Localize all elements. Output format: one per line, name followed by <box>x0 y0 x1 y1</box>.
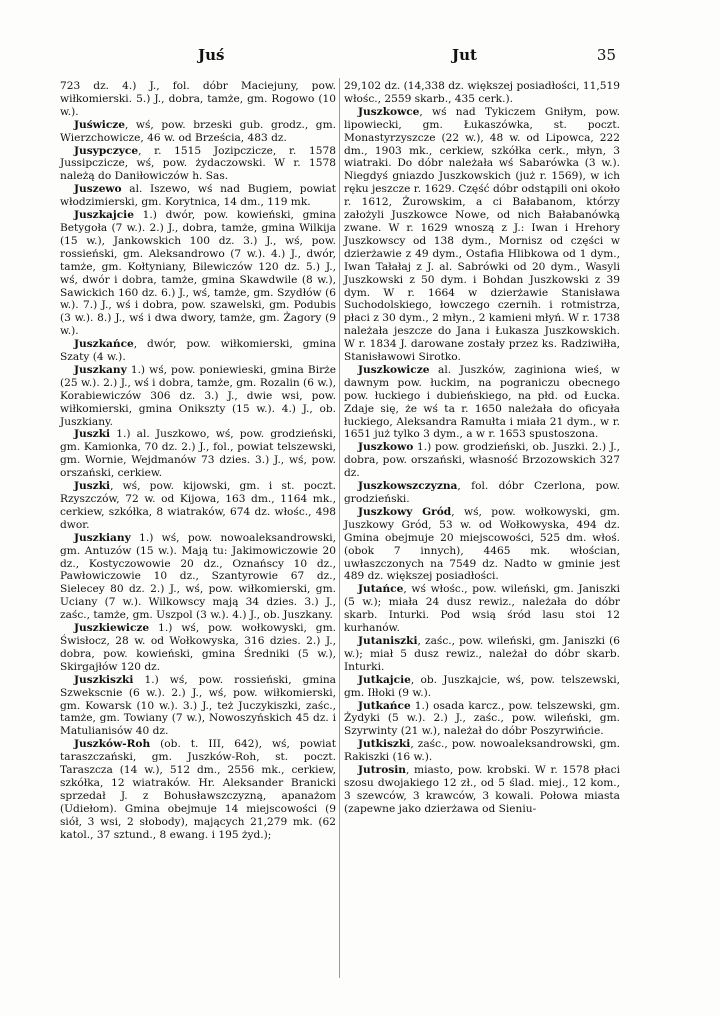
entry-text: 29,102 dz. (14,338 dz. większej posiadłości, 11,519 włośc., 2559 skarb., 435 cerk.). <box>344 80 620 105</box>
entry-text: , wś, pow. wołkowyski, gm. Juszkowy Gród, 53 w. od Wołkowyska, 494 dz. Gmina obejmuje 20 miejscowości, 525 dm. włoś. (obok 7 innych), 4465 mk. włościan, uwłaszczonych na 7549 dz. Nadto w gminie jest 489 dz. większej posiadłości. <box>344 505 620 583</box>
header-center-word: Jut <box>452 46 477 64</box>
entry-headword: Juszkiewicze <box>74 622 150 635</box>
entry-text: (ob. t. III, 642), wś, powiat taraszczański, gm. Juszków-Roh, st. poczt. Taraszcza (14 w.), 512 dm., 2556 mk., cerkiew, szkółka, 12 wiatraków. Hr. Aleksander Branicki sprzedał J. z Bohusławszczyzną, apanażom (Udiełom). Gmina obejmuje 14 miejscowości (9 siół, 3 wsi, 2 słobody), mających 21,279 mk. (62 katol., 37 sztund., 8 ewang. i 195 żyd.); <box>60 738 336 841</box>
dictionary-entry <box>344 364 620 441</box>
running-header <box>60 46 616 66</box>
dictionary-entry <box>60 428 336 480</box>
dictionary-entry <box>60 622 336 674</box>
dictionary-entry <box>344 506 620 583</box>
dictionary-entry <box>344 583 620 635</box>
dictionary-entry <box>60 674 336 739</box>
entry-text: , zaśc., pow. nowoaleksandrowski, gm. Rakiszki (16 w.). <box>344 738 620 764</box>
dictionary-entry <box>60 738 336 841</box>
entry-headword: Juszkany <box>74 363 127 376</box>
dictionary-entry <box>60 480 336 532</box>
header-left-word: Juś <box>198 46 225 64</box>
entry-text: 1.) wś, pow. poniewieski, gmina Birże (25 w.). 2.) J., wś i dobra, tamże, gm. Rozalin (6 w.), Korabiewiczów 306 dz. 3.) J., dwie wsi, pow. wiłkomierski, gmina Onikszty (15 w.). 4.) J., ob. Juszkiany. <box>60 363 336 428</box>
entry-text: 1.) dwór, pow. kowieński, gmina Betygoła (7 w.). 2.) J., dobra, tamże, gmina Wilkija (15 w.), Jankowskich 100 dz. 3.) J., wś, pow. rossieński, gm. Aleksandrowo (7 w.). 4.) J., dwór, tamże, gm. Kołtyniany, Bilewiczów 120 dz. 5.) J., wś, dwór i dobra, tamże, gmina Skawdwile (8 w.), Sawickich 160 dz. 6.) J., wś, tamże, gm. Szydłów (6 w.). 7.) J., wś i dobra, pow. szawelski, gm. Podubis (3 w.). 8.) J., wś i dwa dwory, tamże, gm. Żagory (9 w.). <box>60 209 336 338</box>
entry-text: 1.) al. Juszkowo, wś, pow. grodzieński, gm. Kamionka, 70 dz. 2.) J., fol., powiat telszewski, gm. Wornie, Wejdmanów 73 dzies. 3.) J., wś, pow. orszański, cerkiew. <box>60 428 336 480</box>
dictionary-entry <box>60 145 336 184</box>
right-column <box>344 80 620 816</box>
entry-text: , miasto, pow. krobski. W r. 1578 płaci szosu dwojakiego 12 zł., od 5 ślad. miej., 12 kom., 3 szewców, 3 krawców, 3 kowali. Połowa miasta (zapewne jako dzierżawa od Sieniu- <box>344 764 620 815</box>
entry-text: 1.) wś, pow. nowoaleksandrowski, gm. Antuzów (15 w.). Mają tu: Jakimowiczowie 20 dz., Kostyczowowie 20 dz., Oznańscy 10 dz., Pawłowiczowie 10 dz., Szantyrowie 67 dz., Sielecey 80 dz. 2.) J., wś, pow. wiłkomierski, gm. Uciany (7 w.). Wilkowscy mają 34 dzies. 3.) J., zaśc., tamże, gm. Uszpol (3 w.). 4.) J., ob. Juszkany. <box>60 531 336 622</box>
entry-headword: Jutkiszki <box>358 738 411 751</box>
dictionary-entry <box>60 532 336 622</box>
entry-text: , ob. Juszkajcie, wś, pow. telszewski, gm. Iłłoki (9 w.). <box>344 673 620 699</box>
entry-text: , wś, pow. kijowski, gm. i st. poczt. Rzyszczów, 72 w. od Kijowa, 163 dm., 1164 mk., cerkiew, szkółka, 8 wiatraków, 674 dz. włośc., 498 dwor. <box>60 480 336 531</box>
entry-text: al. Iszewo, wś nad Bugiem, powiat włodzimierski, gm. Korytnica, 14 dm., 119 mk. <box>60 183 336 209</box>
entry-headword: Juszkowce <box>358 105 420 118</box>
column-divider <box>339 78 340 978</box>
entry-headword: Juszkiany <box>74 531 131 544</box>
page-number: 35 <box>596 46 616 64</box>
entry-text: 1.) wś, pow. wołkowyski, gm. Świsłocz, 28 w. od Wołkowyska, 316 dzies. 2.) J., dobra, pow. kowieński, gmina Średniki (5 w.), Skirgajłów 120 dz. <box>60 622 336 673</box>
entry-headword: Juświcze <box>74 118 126 131</box>
entry-headword: Juszkowy Gród <box>358 505 452 518</box>
entry-text: 1.) osada karcz., pow. telszewski, gm. Żydyki (5 w.). 2.) J., zaśc., pow. wileński, gm. Szyrwinty (21 w.), należał do dóbr Poszyrwińcie. <box>344 699 620 738</box>
entry-headword: Jutkańce <box>358 699 411 712</box>
entry-text: , dwór, pow. wiłkomierski, gmina Szaty (4 w.). <box>60 338 336 364</box>
entry-text: , zaśc., pow. wileński, gm. Janiszki (6 w.); miał 5 dusz rewiz., należał do dóbr skarb. Inturki. <box>344 634 620 673</box>
dictionary-entry <box>344 441 620 480</box>
dictionary-entry <box>60 119 336 145</box>
dictionary-entry <box>60 80 336 119</box>
entry-text: , wś, pow. brzeski gub. grodz., gm. Wierzchowicze, 46 w. od Brześcia, 483 dz. <box>60 118 336 144</box>
dictionary-entry <box>344 106 620 364</box>
entry-headword: Juszkowo <box>358 441 414 454</box>
entry-headword: Jutkajcie <box>358 673 411 686</box>
entry-text: , wś włośc., pow. wileński, gm. Janiszki (5 w.); miała 24 dusz rewiz., należała do dóbr skarb. Inturki. Pod wsią śród lasu stoi 12 kurhanów. <box>344 583 620 635</box>
dictionary-entry <box>60 209 336 338</box>
dictionary-entry <box>344 80 620 106</box>
dictionary-entry <box>344 700 620 739</box>
dictionary-entry <box>60 364 336 429</box>
entry-text: 1.) pow. grodzieński, ob. Juszki. 2.) J., dobra, pow. orszański, własność Brzozowskich 327 dz. <box>344 441 620 480</box>
entry-headword: Juszkańce <box>74 338 134 351</box>
left-column <box>60 80 336 841</box>
entry-headword: Juszków-Roh <box>74 738 151 751</box>
dictionary-entry <box>344 480 620 506</box>
entry-headword: Juszkowicze <box>358 363 430 376</box>
entry-text: , wś nad Tykiczem Gniłym, pow. lipowiecki, gm. Łukaszówka, st. poczt. Monastyrzyszcze (22 w.), 48 w. od Lipowca, 222 dm., 1903 mk., cerkiew, szkółka cerk., młyn, 3 wiatraki. Do dóbr należała wś Sabarówka (3 w.). Niegdyś gniazdo Juszkowskich (już r. 1569), w ich ręku jeszcze r. 1629. Część dóbr odstąpili oni około r. 1612, Żurowskim, a ci Bałabanom, którzy założyli Juszkowce Nowe, od nich Bałabanówką zwane. W r. 1629 wnoszą z J.: Iwan i Hrehory Juszkowscy od 138 dym., Mornisz od części w dzierżawie z 49 dym., Ostafia Hlibkowa od 1 dym., Iwan Tałałaj z J. al. Sabrówki od 20 dym., Wasyli Juszkowski z 50 dym. i Bohdan Juszkowski z 39 dym. W r. 1664 w dzierżawie Stanisława Suchodolskiego, łowczego czernih. i rotmistrza, płaci z 30 dym., 2 młyn., 2 kamieni młyń. W r. 1738 należała jeszcze do Jana i Łukasza Juszkowskich. W r. 1834 J. darowane zostały przez ks. Radziwiłła, Stanisławowi Sirotko. <box>344 105 620 364</box>
entry-headword: Juszkajcie <box>74 209 134 222</box>
dictionary-entry <box>60 338 336 364</box>
entry-headword: Juszewo <box>74 183 122 196</box>
entry-headword: Juszkiszki <box>74 673 134 686</box>
entry-text: 723 dz. 4.) J., fol. dóbr Maciejuny, pow. wiłkomierski. 5.) J., dobra, tamże, gm. Rogowo (10 w.). <box>60 80 336 118</box>
dictionary-entry <box>344 738 620 764</box>
entry-text: al. Juszków, zaginiona wieś, w dawnym pow. łuckim, na pograniczu obecnego pow. łuckiego i dubieńskiego, na płd. od Łucka. Zdaje się, że wś ta r. 1650 należała do oficyała łuckiego, Aleksandra Ramułta i miała 21 dym., w r. 1651 już tylko 3 dym., a w r. 1653 spustoszona. <box>344 363 620 441</box>
dictionary-entry <box>344 635 620 674</box>
entry-headword: Jusypczyce <box>74 144 139 157</box>
entry-headword: Jutrosin <box>358 764 406 777</box>
dictionary-entry <box>344 674 620 700</box>
entry-headword: Jutaniszki <box>358 634 418 647</box>
entry-headword: Juszkowszczyzna <box>358 480 458 493</box>
entry-headword: Jutańce <box>358 583 404 596</box>
entry-text: , r. 1515 Jozipczicze, r. 1578 Jussipczicze, wś, pow. żydaczowski. W r. 1578 należą do Daniłowiczów h. Sas. <box>60 144 336 183</box>
entry-headword: Juszki <box>74 428 111 441</box>
entry-headword: Juszki <box>74 480 111 493</box>
dictionary-entry <box>344 764 620 816</box>
entry-text: 1.) wś, pow. rossieński, gmina Szwekscnie (6 w.). 2.) J., wś, pow. wiłkomierski, gm. Kowarsk (10 w.). 3.) J., też Juczykiszki, zaśc., tamże, gm. Towiany (7 w.), Nowoszyńskich 45 dz. i Matulianisów 40 dz. <box>60 673 336 738</box>
entry-text: , fol. dóbr Czerlona, pow. grodzieński. <box>344 480 620 505</box>
dictionary-entry <box>60 183 336 209</box>
